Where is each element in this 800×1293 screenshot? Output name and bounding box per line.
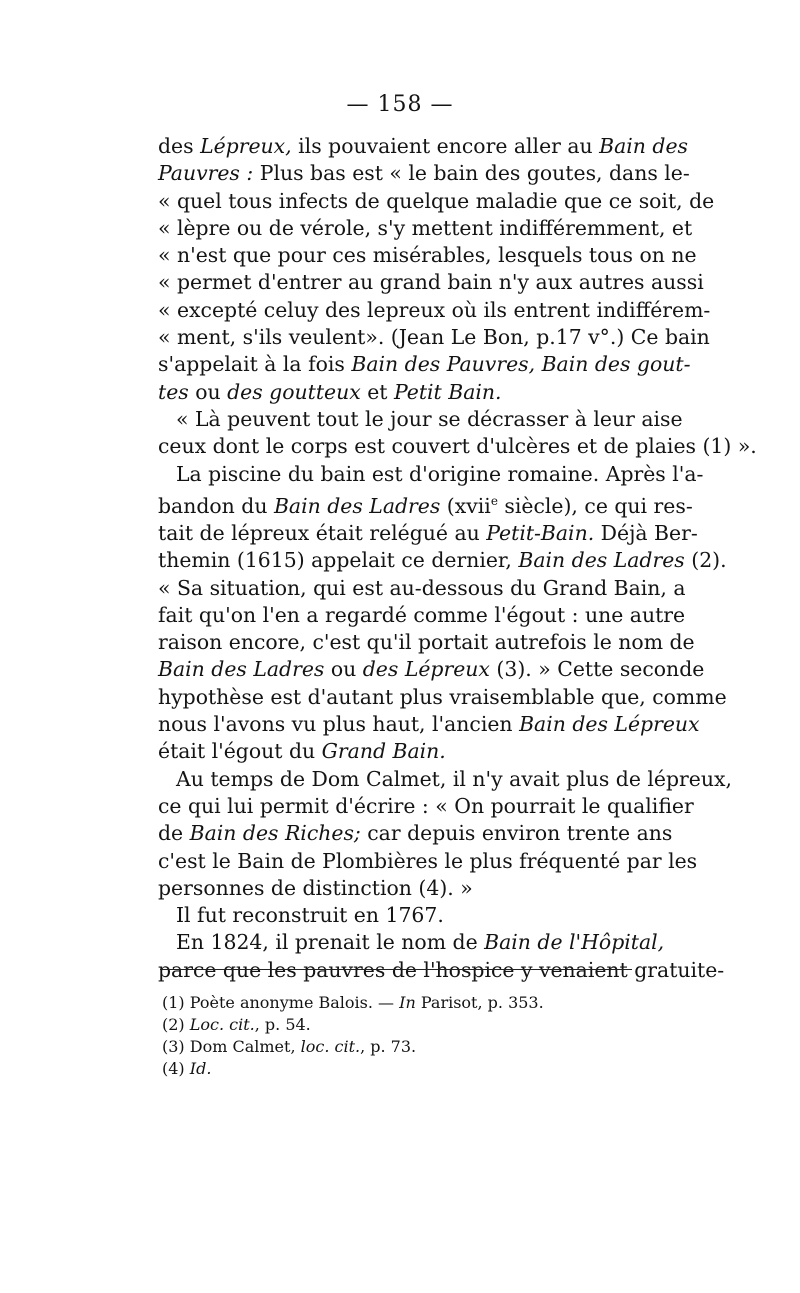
- text-line: Bain des Ladres ou des Lépreux (3). » Cette seconde: [158, 657, 705, 682]
- text-line: ce qui lui permit d'écrire : « On pourrait le qualifier: [158, 793, 694, 818]
- text-line: nous l'avons vu plus haut, l'ancien Bain des Lépreux: [158, 712, 700, 737]
- text-line: « excepté celuy des lepreux où ils entrent indifférem-: [158, 297, 711, 322]
- text-line: « Sa situation, qui est au-dessous du Grand Bain, a: [158, 575, 686, 600]
- text-line: était l'égout du Grand Bain.: [158, 739, 446, 764]
- text-line: La piscine du bain est d'origine romaine. Après l'a-: [176, 461, 704, 486]
- text-line: c'est le Bain de Plombières le plus fréquenté par les: [158, 848, 698, 873]
- text-line: « permet d'entrer au grand bain n'y aux autres aussi: [158, 270, 704, 295]
- footnote: (1) Poète anonyme Balois. — In Parisot, p. 353.: [162, 993, 544, 1012]
- footnotes: [162, 992, 632, 1080]
- body-text: [158, 133, 757, 984]
- text-line: hypothèse est d'autant plus vraisemblable que, comme: [158, 684, 727, 709]
- footnote: (4) Id.: [162, 1059, 212, 1078]
- page-number: — 158 —: [346, 92, 454, 117]
- text-line: Il fut reconstruit en 1767.: [176, 903, 444, 928]
- text-line: Au temps de Dom Calmet, il n'y avait plus de lépreux,: [176, 766, 732, 791]
- text-line: personnes de distinction (4). »: [158, 875, 473, 900]
- text-line: « Là peuvent tout le jour se décrasser à leur aise: [176, 406, 683, 431]
- footnote: (2) Loc. cit., p. 54.: [162, 1015, 311, 1034]
- text-line: parce que les pauvres de l'hospice y venaient gratuite-: [158, 957, 725, 982]
- text-line: des Lépreux, ils pouvaient encore aller au Bain des: [158, 134, 689, 158]
- text-line: s'appelait à la fois Bain des Pauvres, Bain des gout-: [158, 352, 691, 377]
- text-line: « quel tous infects de quelque maladie que ce soit, de: [158, 188, 715, 213]
- footnote-divider: [160, 969, 632, 970]
- text-line: bandon du Bain des Ladres (xvii$^e$ siècle), ce qui res-: [158, 493, 693, 518]
- text-line: raison encore, c'est qu'il portait autrefois le nom de: [158, 630, 695, 655]
- footnote: (3) Dom Calmet, loc. cit., p. 73.: [162, 1037, 417, 1056]
- text-line: ceux dont le corps est couvert d'ulcères et de plaies (1) ».: [158, 434, 757, 459]
- text-line: « n'est que pour ces misérables, lesquels tous on ne: [158, 243, 697, 268]
- text-line: « ment, s'ils veulent». (Jean Le Bon, p.17 v°.) Ce bain: [158, 325, 710, 350]
- text-line: En 1824, il prenait le nom de Bain de l'Hôpital,: [176, 930, 665, 955]
- text-line: themin (1615) appelait ce dernier, Bain des Ladres (2).: [158, 548, 727, 573]
- text-line: fait qu'on l'en a regardé comme l'égout : une autre: [158, 602, 686, 627]
- text-line: tes ou des goutteux et Petit Bain.: [158, 379, 502, 404]
- text-line: Pauvres : Plus bas est « le bain des goutes, dans le-: [158, 161, 690, 186]
- text-line: « lèpre ou de vérole, s'y mettent indifféremment, et: [158, 215, 693, 240]
- text-line: tait de lépreux était relégué au Petit-Bain. Déjà Ber-: [158, 520, 698, 545]
- text-line: de Bain des Riches; car depuis environ trente ans: [158, 821, 673, 846]
